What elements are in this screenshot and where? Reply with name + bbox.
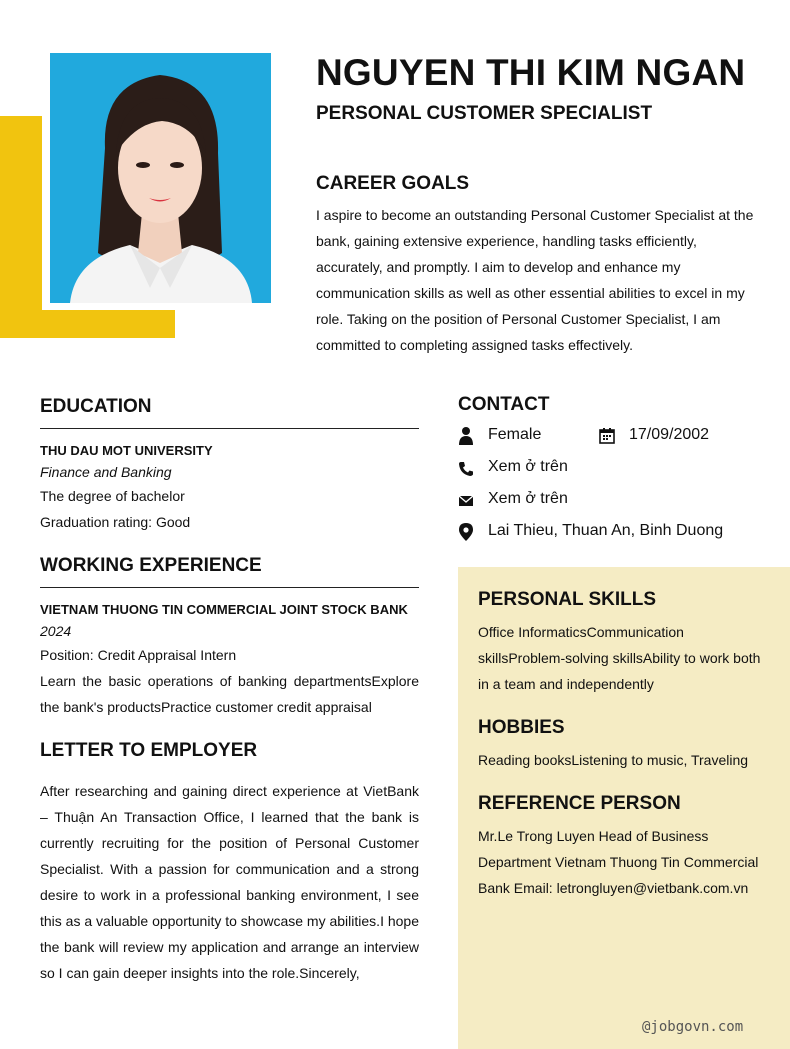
accent-bar-vertical xyxy=(0,116,42,338)
accent-bar-horizontal xyxy=(0,310,175,338)
education-school: THU DAU MOT UNIVERSITY xyxy=(40,443,213,458)
contact-gender: Female xyxy=(488,426,542,443)
calendar-icon xyxy=(599,426,615,446)
contact-phone: Xem ở trên xyxy=(488,458,568,475)
hobbies-text: Reading booksListening to music, Traveling xyxy=(478,752,749,768)
candidate-name: NGUYEN THI KIM NGAN xyxy=(316,52,746,93)
reference-heading: REFERENCE PERSON xyxy=(478,793,681,814)
letter-section xyxy=(40,740,419,986)
phone-icon xyxy=(458,458,474,478)
left-column xyxy=(40,396,419,986)
location-pin-icon xyxy=(458,522,474,542)
contact-row-email xyxy=(458,486,758,518)
experience-position: Position: Credit Appraisal Intern xyxy=(40,647,237,663)
mail-icon xyxy=(458,490,474,510)
letter-heading: LETTER TO EMPLOYER xyxy=(40,740,258,761)
watermark: @jobgovn.com xyxy=(642,1019,744,1035)
contact-heading: CONTACT xyxy=(458,394,550,415)
candidate-title: PERSONAL CUSTOMER SPECIALIST xyxy=(316,103,653,124)
contact-address: Lai Thieu, Thuan An, Binh Duong xyxy=(488,522,724,539)
education-heading: EDUCATION xyxy=(40,396,152,417)
education-divider xyxy=(40,428,419,429)
education-section xyxy=(40,396,419,535)
side-panel xyxy=(458,567,790,1049)
education-major: Finance and Banking xyxy=(40,464,172,480)
career-goals-text: I aspire to become an outstanding Personal Customer Specialist at the bank, gaining extensive experience, handling tasks efficiently, accurately, and promptly. I aim to develop and enhance my communication skills as well as other essential abilities to excel in my role. Taking on the position of Personal Customer Specialist, I am committed to completing assigned tasks effectively. xyxy=(316,207,754,353)
contact-row-phone xyxy=(458,454,758,486)
contact-birthdate: 17/09/2002 xyxy=(629,426,710,443)
education-rating: Graduation rating: Good xyxy=(40,514,191,530)
experience-description: Learn the basic operations of banking departmentsExplore the bank's productsPractice customer credit appraisal xyxy=(40,673,419,715)
profile-photo xyxy=(50,53,271,303)
experience-section xyxy=(40,555,419,720)
contact-email: Xem ở trên xyxy=(488,490,568,507)
experience-divider xyxy=(40,587,419,588)
career-goals-heading: CAREER GOALS xyxy=(316,173,470,194)
letter-text: After researching and gaining direct experience at VietBank – Thuận An Transaction Office, I learned that the bank is currently recruiting for the position of Personal Customer Specialist. With a passion for communication and a strong desire to work in a professional banking environment, I see this as a valuable opportunity to showcase my abilities.I hope the bank will review my application and arrange an interview so I can gain deeper insights into the role.Sincerely, xyxy=(40,783,419,981)
contact-section xyxy=(458,394,758,550)
contact-row-address xyxy=(458,518,758,550)
contact-row-gender xyxy=(458,422,758,454)
experience-company: VIETNAM THUONG TIN COMMERCIAL JOINT STOCK BANK xyxy=(40,602,408,617)
skills-text: Office InformaticsCommunication skillsProblem-solving skillsAbility to work both in a team and independently xyxy=(478,624,761,692)
education-degree: The degree of bachelor xyxy=(40,488,185,504)
skills-heading: PERSONAL SKILLS xyxy=(478,589,657,610)
person-icon xyxy=(458,426,474,446)
experience-heading: WORKING EXPERIENCE xyxy=(40,555,262,576)
reference-text: Mr.Le Trong Luyen Head of Business Department Vietnam Thuong Tin Commercial Bank Email: letrongluyen@vietbank.com.vn xyxy=(478,828,759,896)
hobbies-heading: HOBBIES xyxy=(478,717,565,738)
experience-year: 2024 xyxy=(40,623,72,639)
